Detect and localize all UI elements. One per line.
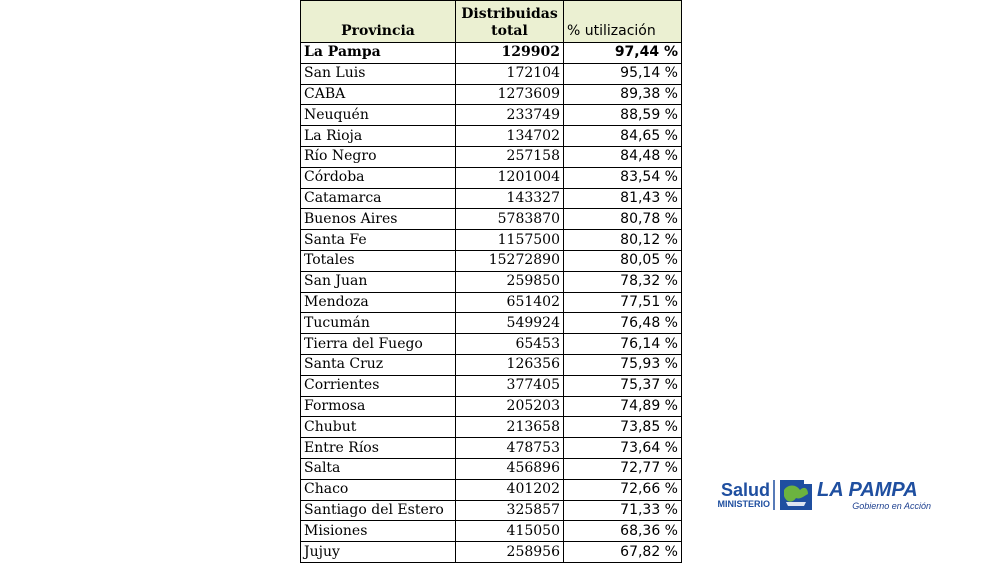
cell-provincia: San Luis [301,63,456,84]
cell-utilizacion: 80,78 % [564,209,682,230]
cell-utilizacion: 80,12 % [564,230,682,251]
cell-distribuidas: 325857 [456,500,564,521]
cell-distribuidas: 258956 [456,542,564,563]
header-utilizacion: % utilización [564,1,682,43]
cell-provincia: Salta [301,458,456,479]
cell-utilizacion: 76,14 % [564,334,682,355]
table-row [301,458,682,479]
cell-utilizacion: 83,54 % [564,167,682,188]
cell-utilizacion: 89,38 % [564,84,682,105]
cell-provincia: CABA [301,84,456,105]
logo-ministerio: MINISTERIO [717,499,770,509]
cell-provincia: Buenos Aires [301,209,456,230]
cell-distribuidas: 456896 [456,458,564,479]
table-row [301,292,682,313]
cell-provincia: Formosa [301,396,456,417]
cell-distribuidas: 213658 [456,417,564,438]
cell-distribuidas: 415050 [456,521,564,542]
cell-utilizacion: 78,32 % [564,271,682,292]
table-row [301,167,682,188]
cell-provincia: Santiago del Estero [301,500,456,521]
table-row [301,479,682,500]
table-row [301,521,682,542]
table-row [301,313,682,334]
cell-provincia: Entre Ríos [301,438,456,459]
table-row [301,230,682,251]
cell-distribuidas: 259850 [456,271,564,292]
cell-distribuidas: 257158 [456,146,564,167]
logo-la-pampa: LA PAMPA [817,479,918,501]
cell-provincia: Misiones [301,521,456,542]
cell-provincia: Neuquén [301,105,456,126]
cell-distribuidas: 172104 [456,63,564,84]
table-row [301,354,682,375]
cell-utilizacion: 67,82 % [564,542,682,563]
cell-provincia: San Juan [301,271,456,292]
cell-utilizacion: 84,65 % [564,126,682,147]
table-row [301,84,682,105]
cell-distribuidas: 1201004 [456,167,564,188]
cell-provincia: Totales [301,250,456,271]
cell-distribuidas: 15272890 [456,250,564,271]
cell-provincia: Jujuy [301,542,456,563]
table-row [301,209,682,230]
cell-distribuidas: 129902 [456,43,564,64]
cell-utilizacion: 73,64 % [564,438,682,459]
table-row [301,43,682,64]
cell-provincia: Santa Cruz [301,354,456,375]
cell-distribuidas: 1157500 [456,230,564,251]
la-pampa-map-icon [780,480,812,510]
logo-salud: Salud [720,480,770,500]
cell-provincia: Córdoba [301,167,456,188]
cell-utilizacion: 80,05 % [564,250,682,271]
header-distribuidas [456,1,564,43]
cell-utilizacion: 88,59 % [564,105,682,126]
cell-provincia: Chaco [301,479,456,500]
table-row [301,105,682,126]
cell-provincia: La Pampa [301,43,456,64]
cell-distribuidas: 1273609 [456,84,564,105]
table-row [301,271,682,292]
cell-provincia: Chubut [301,417,456,438]
cell-utilizacion: 71,33 % [564,500,682,521]
cell-provincia: Río Negro [301,146,456,167]
cell-utilizacion: 72,77 % [564,458,682,479]
cell-utilizacion: 72,66 % [564,479,682,500]
cell-distribuidas: 5783870 [456,209,564,230]
cell-utilizacion: 81,43 % [564,188,682,209]
cell-distribuidas: 651402 [456,292,564,313]
cell-distribuidas: 549924 [456,313,564,334]
cell-utilizacion: 77,51 % [564,292,682,313]
cell-utilizacion: 75,93 % [564,354,682,375]
cell-distribuidas: 233749 [456,105,564,126]
cell-distribuidas: 377405 [456,375,564,396]
cell-utilizacion: 75,37 % [564,375,682,396]
table-row [301,188,682,209]
cell-provincia: Tierra del Fuego [301,334,456,355]
cell-utilizacion: 95,14 % [564,63,682,84]
cell-utilizacion: 97,44 % [564,43,682,64]
table-row [301,250,682,271]
table-row [301,375,682,396]
table-row [301,396,682,417]
cell-distribuidas: 134702 [456,126,564,147]
table-row [301,417,682,438]
table-row [301,334,682,355]
table-row [301,126,682,147]
cell-distribuidas: 143327 [456,188,564,209]
cell-utilizacion: 73,85 % [564,417,682,438]
cell-utilizacion: 76,48 % [564,313,682,334]
cell-distribuidas: 478753 [456,438,564,459]
cell-utilizacion: 84,48 % [564,146,682,167]
cell-utilizacion: 68,36 % [564,521,682,542]
salud-la-pampa-logo [700,474,940,518]
cell-utilizacion: 74,89 % [564,396,682,417]
cell-distribuidas: 401202 [456,479,564,500]
cell-provincia: Corrientes [301,375,456,396]
table-row [301,542,682,563]
cell-provincia: Santa Fe [301,230,456,251]
cell-provincia: Catamarca [301,188,456,209]
cell-provincia: Mendoza [301,292,456,313]
logo-tagline: Gobierno en Acción [852,501,931,511]
header-distribuidas-line1: Distribuidas [461,6,558,22]
table-header-row [301,1,682,43]
header-distribuidas-line2: total [491,23,528,39]
header-provincia: Provincia [301,1,456,43]
table-row [301,438,682,459]
cell-provincia: Tucumán [301,313,456,334]
table-row [301,63,682,84]
table-row [301,146,682,167]
table-row [301,500,682,521]
cell-distribuidas: 205203 [456,396,564,417]
cell-provincia: La Rioja [301,126,456,147]
vaccination-table [300,0,682,563]
cell-distribuidas: 65453 [456,334,564,355]
cell-distribuidas: 126356 [456,354,564,375]
table-body [301,43,682,563]
